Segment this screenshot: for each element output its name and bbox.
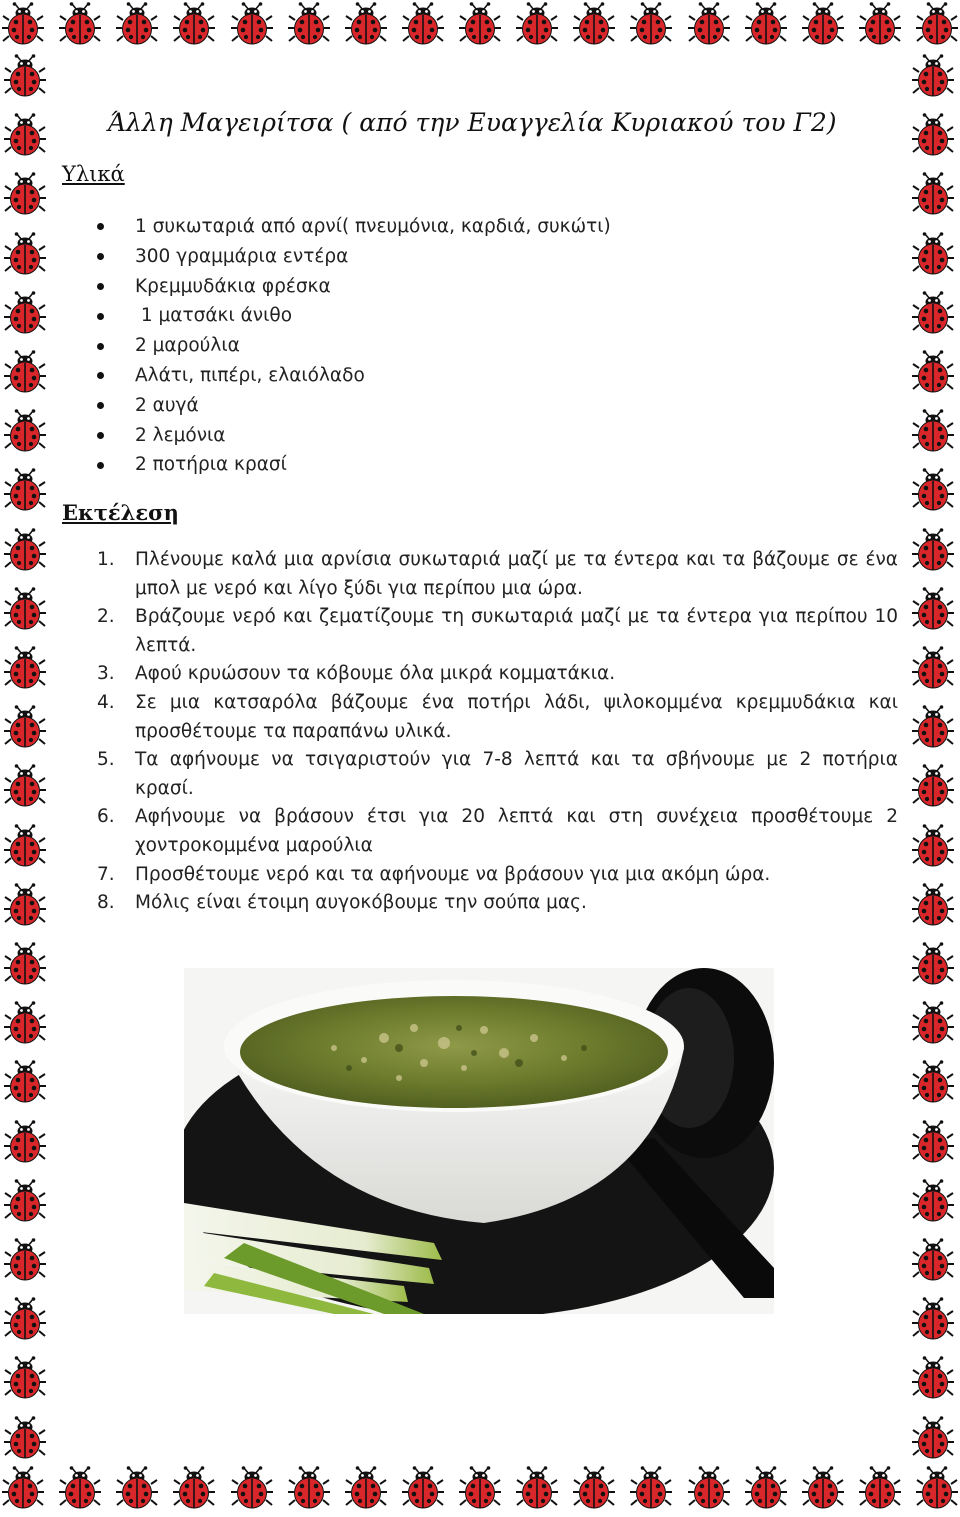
ladybug-icon (800, 1466, 846, 1512)
ladybug-icon (2, 587, 48, 633)
bullet-icon (97, 313, 104, 320)
step-number: 5. (97, 749, 115, 771)
step-text: Πλένουμε καλά μια αρνίσια συκωταριά μαζί με τα έντερα και τα βάζουμε σε ένα μπολ με νερό και λίγο ξύδι για περίπου μια ώρα. (135, 549, 898, 599)
ladybug-icon (628, 2, 674, 48)
ladybug-icon (910, 1356, 956, 1402)
ladybug-border-right (910, 54, 958, 1462)
ladybug-icon (2, 1297, 48, 1343)
step-item (97, 746, 898, 803)
ladybug-icon (2, 942, 48, 988)
bullet-icon (97, 253, 104, 260)
ladybug-icon (286, 2, 332, 48)
recipe-title: Άλλη Μαγειρίτσα ( από την Ευαγγελία Κυριακού του Γ2) (108, 108, 837, 137)
step-number: 6. (97, 806, 115, 828)
step-text: Αφού κρυώσουν τα κόβουμε όλα μικρά κομματάκια. (135, 663, 616, 685)
ingredients-list (97, 212, 611, 480)
ladybug-icon (910, 1238, 956, 1284)
ladybug-icon (2, 291, 48, 337)
soup-photo (184, 968, 774, 1314)
ladybug-icon (514, 2, 560, 48)
ladybug-icon (910, 409, 956, 455)
step-item (97, 803, 898, 860)
step-number: 3. (97, 663, 115, 685)
execution-heading: Εκτέλεση (62, 500, 179, 525)
ingredient-item: 2 μαρούλια (97, 331, 611, 361)
ladybug-icon (910, 942, 956, 988)
ladybug-icon (2, 1060, 48, 1106)
ingredient-item: 2 λεμόνια (97, 421, 611, 451)
ingredient-item: Αλάτι, πιπέρι, ελαιόλαδο (97, 361, 611, 391)
steps-list (97, 546, 898, 918)
step-number: 7. (97, 863, 115, 885)
ladybug-icon (2, 764, 48, 810)
ladybug-icon (171, 1466, 217, 1512)
ladybug-icon (343, 2, 389, 48)
ladybug-icon (57, 1466, 103, 1512)
ladybug-icon (2, 528, 48, 574)
step-text: Προσθέτουμε νερό και τα αφήνουμε να βράσουν για μια ακόμη ώρα. (135, 863, 771, 885)
ladybug-icon (910, 1297, 956, 1343)
bullet-icon (97, 372, 104, 379)
ladybug-icon (2, 1179, 48, 1225)
ladybug-icon (114, 2, 160, 48)
ladybug-icon (2, 1001, 48, 1047)
ladybug-icon (686, 1466, 732, 1512)
ladybug-icon (910, 587, 956, 633)
ladybug-icon (571, 1466, 617, 1512)
ladybug-icon (2, 172, 48, 218)
ladybug-icon (2, 824, 48, 870)
ladybug-border-bottom (0, 1466, 960, 1514)
bullet-icon (97, 343, 104, 350)
ladybug-border-left (2, 54, 50, 1462)
step-text: Σε μια κατσαρόλα βάζουμε ένα ποτήρι λάδι, ψιλοκομμένα κρεμμυδάκια και προσθέτουμε τα παραπάνω υλικά. (135, 691, 898, 742)
ladybug-icon (914, 2, 960, 48)
ladybug-icon (857, 2, 903, 48)
ladybug-icon (910, 291, 956, 337)
step-text: Μόλις είναι έτοιμη αυγοκόβουμε την σούπα μας. (135, 892, 587, 914)
ladybug-icon (400, 2, 446, 48)
ingredient-item: Κρεμμυδάκια φρέσκα (97, 272, 611, 302)
ladybug-icon (910, 54, 956, 100)
ladybug-icon (2, 113, 48, 159)
ladybug-icon (2, 409, 48, 455)
ladybug-icon (743, 1466, 789, 1512)
ladybug-icon (910, 883, 956, 929)
step-item (97, 861, 898, 890)
step-number: 1. (97, 549, 115, 570)
ladybug-icon (2, 1416, 48, 1462)
ladybug-icon (743, 2, 789, 48)
step-text: Αφήνουμε να βράσουν έτσι για 20 λεπτά και στη συνέχεια προσθέτουμε 2 χοντροκομμένα μαρούλια (135, 806, 898, 856)
ladybug-icon (114, 1466, 160, 1512)
ladybug-icon (57, 2, 103, 48)
ladybug-icon (910, 764, 956, 810)
ladybug-icon (229, 2, 275, 48)
bullet-icon (97, 432, 104, 439)
ladybug-icon (514, 1466, 560, 1512)
ladybug-icon (2, 1120, 48, 1166)
ladybug-icon (857, 1466, 903, 1512)
ladybug-icon (910, 1001, 956, 1047)
ingredient-item: 1 ματσάκι άνιθο (97, 301, 611, 331)
ingredient-item: 300 γραμμάρια εντέρα (97, 242, 611, 272)
step-item (97, 889, 898, 918)
ladybug-icon (2, 1356, 48, 1402)
ingredient-item: 1 συκωταριά από αρνί( πνευμόνια, καρδιά, συκώτι) (97, 212, 611, 242)
bullet-icon (97, 223, 104, 230)
ladybug-icon (2, 1238, 48, 1284)
ladybug-icon (2, 468, 48, 514)
ladybug-icon (800, 2, 846, 48)
ladybug-icon (910, 172, 956, 218)
ladybug-icon (571, 2, 617, 48)
step-item (97, 660, 898, 689)
ladybug-icon (686, 2, 732, 48)
bullet-icon (97, 402, 104, 409)
step-number: 2. (97, 606, 115, 628)
ladybug-icon (286, 1466, 332, 1512)
ladybug-icon (910, 646, 956, 692)
ladybug-icon (910, 468, 956, 514)
ladybug-icon (2, 232, 48, 278)
ladybug-icon (2, 350, 48, 396)
ladybug-icon (910, 113, 956, 159)
ingredients-heading: Υλικά (62, 162, 125, 186)
step-text: Βράζουμε νερό και ζεματίζουμε τη συκωταριά μαζί με τα έντερα για περίπου 10 λεπτά. (135, 606, 898, 656)
ladybug-icon (229, 1466, 275, 1512)
ladybug-icon (628, 1466, 674, 1512)
ladybug-icon (0, 2, 46, 48)
ingredient-item: 2 ποτήρια κρασί (97, 450, 611, 480)
ladybug-icon (910, 1416, 956, 1462)
step-text: Τα αφήνουμε να τσιγαριστούν για 7-8 λεπτά και τα σβήνουμε με 2 ποτήρια κρασί. (135, 749, 898, 799)
ladybug-icon (910, 705, 956, 751)
soup-bowl-illustration (184, 968, 774, 1314)
ladybug-border-top (0, 2, 960, 50)
step-item (97, 546, 898, 603)
ladybug-icon (910, 350, 956, 396)
ladybug-icon (2, 705, 48, 751)
ladybug-icon (910, 232, 956, 278)
ladybug-icon (457, 2, 503, 48)
ladybug-icon (343, 1466, 389, 1512)
ladybug-icon (910, 1179, 956, 1225)
bullet-icon (97, 283, 104, 290)
ladybug-icon (2, 646, 48, 692)
ladybug-icon (2, 883, 48, 929)
ladybug-icon (171, 2, 217, 48)
bullet-icon (97, 462, 104, 469)
ladybug-icon (914, 1466, 960, 1512)
step-item (97, 603, 898, 660)
step-item (97, 689, 898, 746)
ladybug-icon (910, 528, 956, 574)
ingredient-item: 2 αυγά (97, 391, 611, 421)
ladybug-icon (910, 1120, 956, 1166)
step-number: 8. (97, 892, 115, 914)
ladybug-icon (910, 1060, 956, 1106)
ladybug-icon (910, 824, 956, 870)
ladybug-icon (0, 1466, 46, 1512)
ladybug-icon (457, 1466, 503, 1512)
step-number: 4. (97, 691, 115, 713)
ladybug-icon (2, 54, 48, 100)
ladybug-icon (400, 1466, 446, 1512)
